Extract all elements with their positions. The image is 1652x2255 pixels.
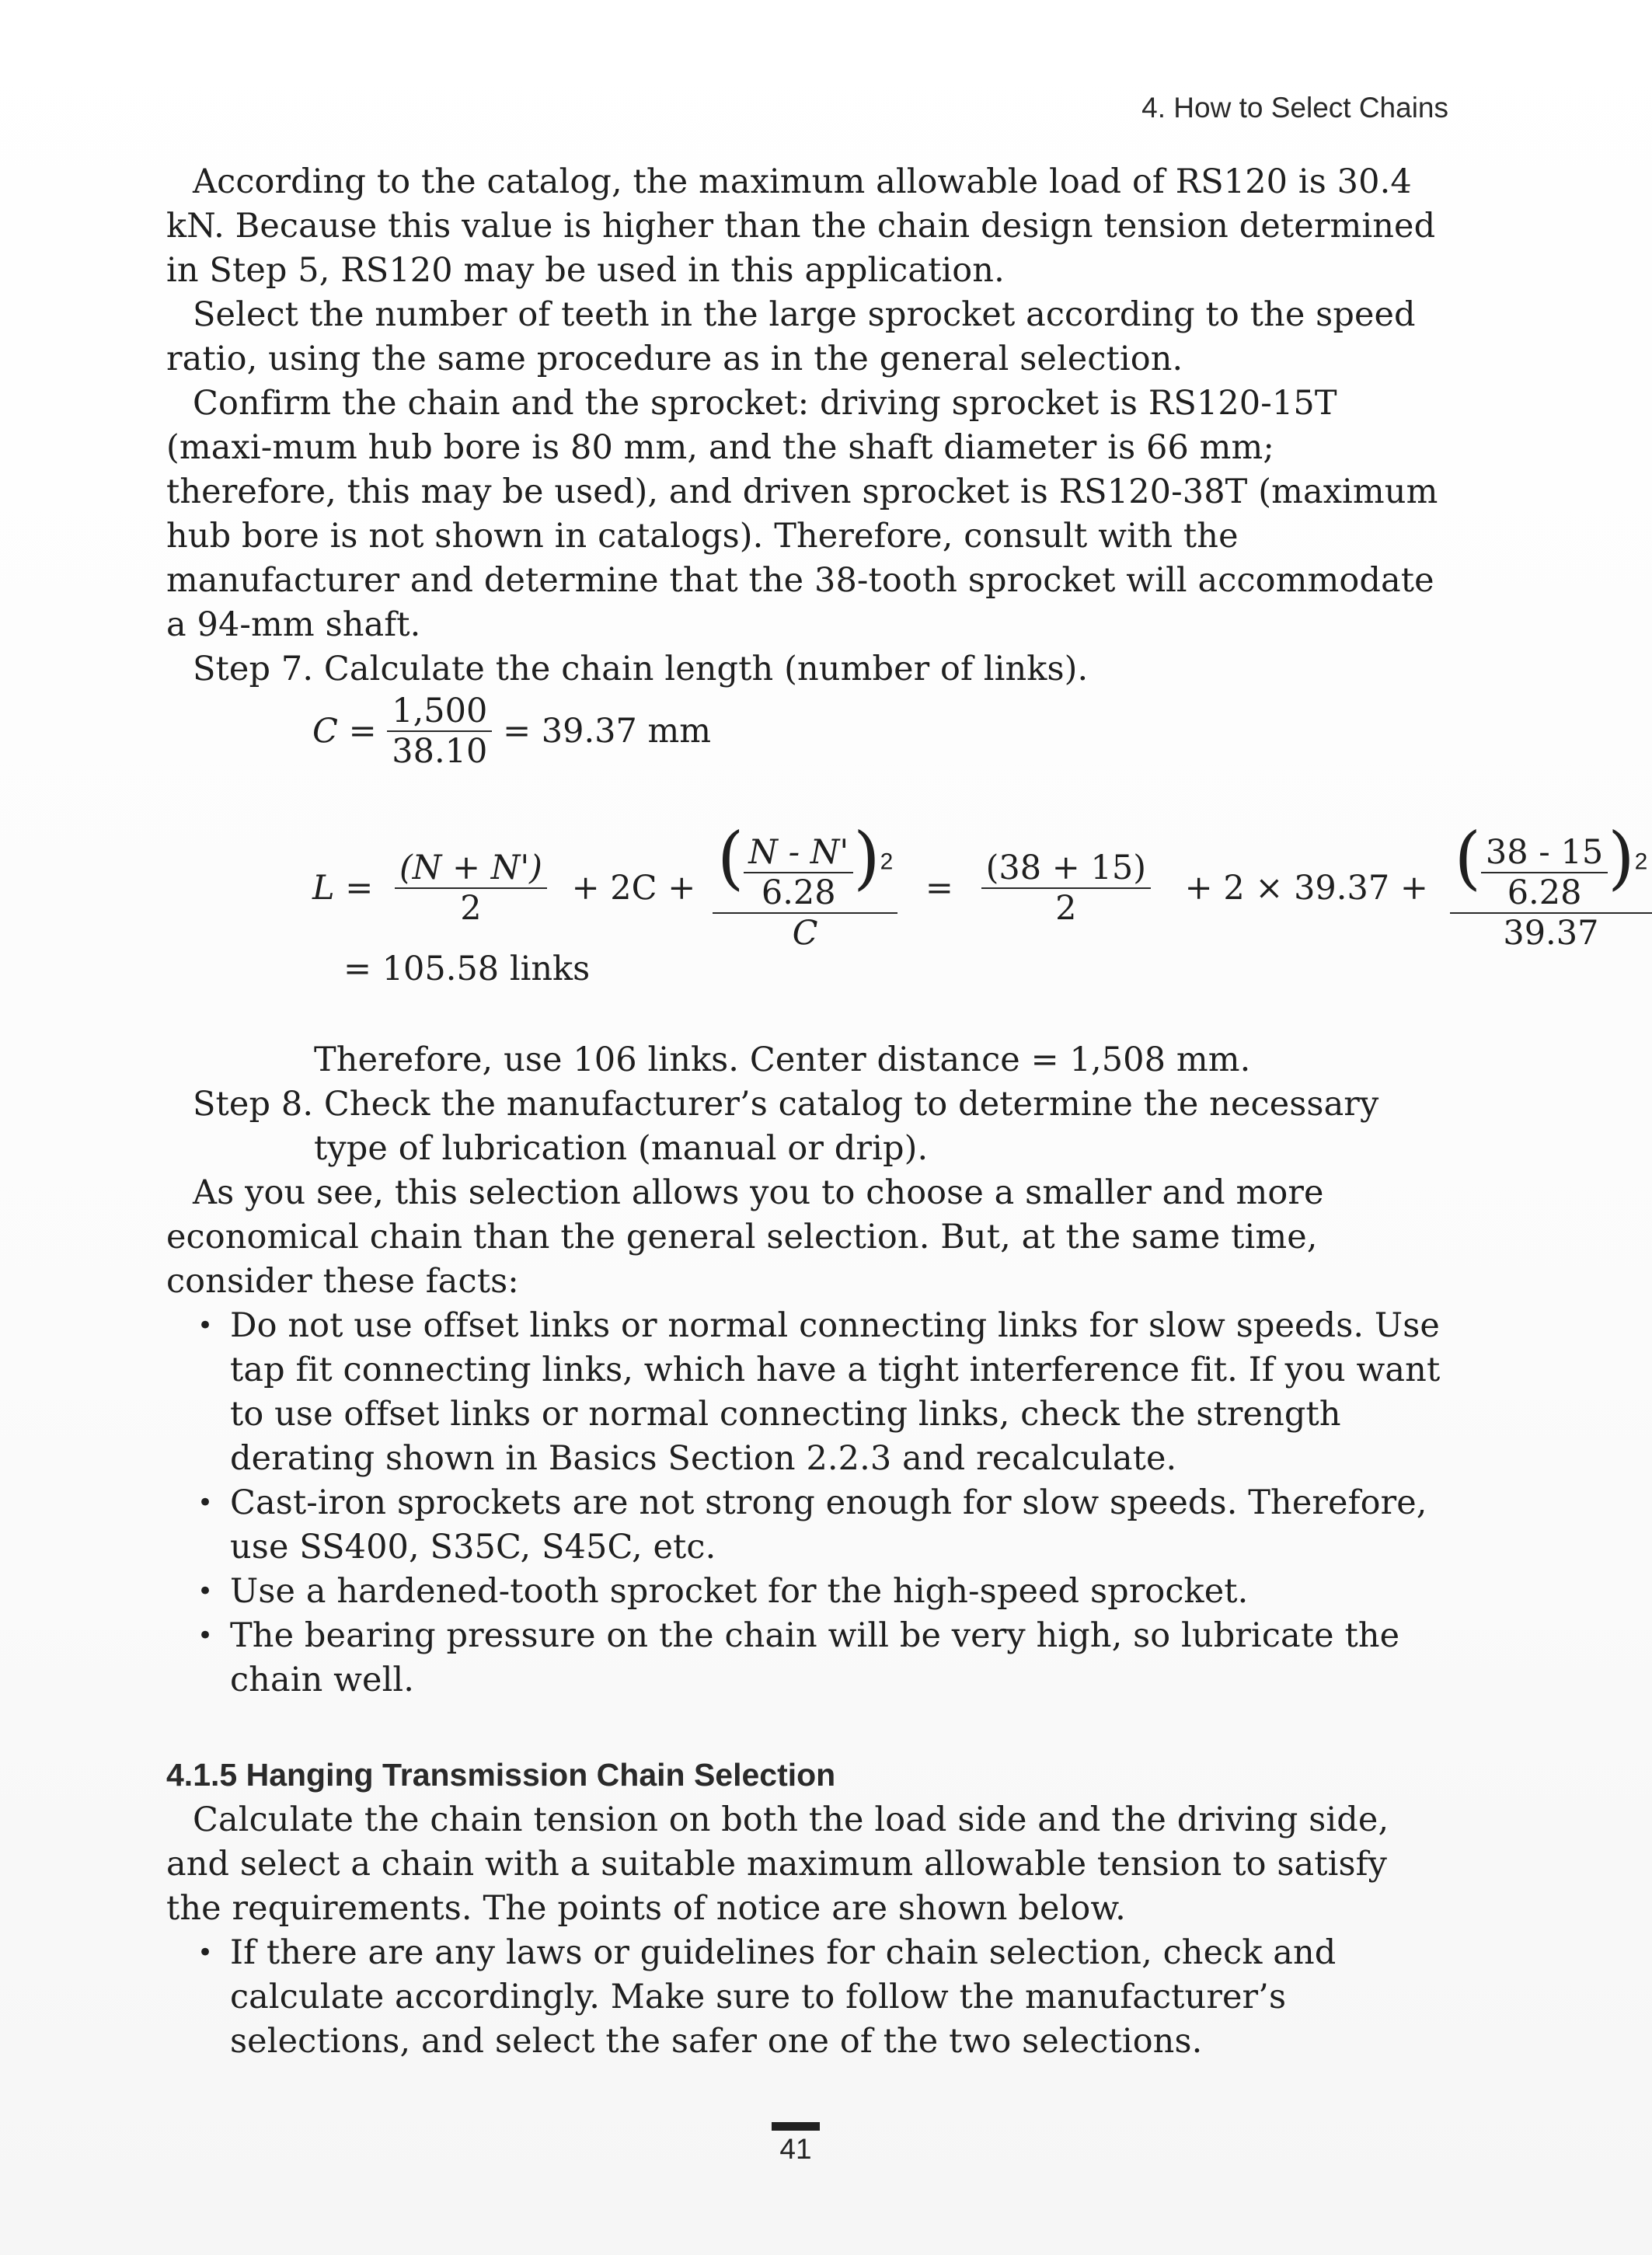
eq-l-term2-inner-den: 6.28 (761, 873, 836, 912)
right-paren-icon: ) (853, 817, 880, 897)
paragraph-teeth-selection: Select the number of teeth in the large sprocket according to the speed ratio, using the same procedure as in the general selection. (166, 295, 1416, 378)
paragraph-catalog-load: According to the catalog, the maximum allowable load of RS120 is 30.4 kN. Because this value is higher than the chain design tension determined in Step 5, RS120 may be used in this application. (166, 162, 1436, 290)
intro-block (166, 160, 1441, 692)
list-item (166, 1614, 1441, 1703)
eq-l-term4-inner-num: 38 - 15 (1481, 833, 1608, 873)
eq-l-term2-exp: 2 (880, 849, 894, 875)
eq-l-term4-den: 39.37 (1503, 914, 1599, 953)
list-item (166, 1931, 1441, 2064)
list-item (166, 1304, 1441, 1481)
eq-l-term4 (1450, 817, 1652, 953)
list-item-text: The bearing pressure on the chain will be very high, so lubricate the chain well. (230, 1616, 1400, 1699)
eq-l-lhs: L = (312, 869, 374, 908)
step-7: Step 7. Calculate the chain length (number of links). (193, 650, 1089, 688)
eq-c-fraction (387, 692, 492, 771)
page-number-bar (772, 2122, 820, 2131)
therefore-line: Therefore, use 106 links. Center distance = 1,508 mm. (314, 1040, 1251, 1079)
paragraph-smaller-chain: As you see, this selection allows you to choose a smaller and more economical chain than the general selection. But, at the same time, consider these facts: (166, 1173, 1324, 1301)
after-block (166, 1038, 1441, 1703)
eq-l-plus-2c: + 2C + (571, 869, 696, 908)
paragraph-confirm-sprocket: Confirm the chain and the sprocket: driving sprocket is RS120-15T (maxi-mum hub bore is 80 mm, and the shaft diameter is 66 mm; therefore, this may be used), and driven sprocket is RS120-38T (maximum hub bore is not shown in catalogs). Therefore, consult with the manufacturer and determine that the 38-tooth sprocket will accommodate a 94-mm shaft. (166, 384, 1438, 644)
eq-l-term4-num (1450, 817, 1652, 914)
bullet-icon: • (197, 1620, 214, 1651)
bullet-icon: • (197, 1310, 214, 1341)
eq-l-mid: + 2 × 39.37 + (1184, 869, 1428, 908)
eq-l-equals: = (925, 869, 953, 908)
right-paren-icon: ) (1608, 817, 1635, 897)
eq-l-term2-inner (744, 833, 853, 912)
eq-l-term1 (395, 849, 547, 928)
eq-l-term1-den: 2 (460, 889, 482, 928)
eq-l-term2 (713, 817, 897, 953)
step-8: Step 8. Check the manufacturer’s catalog to determine the necessary type of lubrication (manual or drip). (193, 1085, 1379, 1168)
eq-c-numerator: 1,500 (387, 692, 492, 732)
eq-l-term4-inner (1481, 833, 1608, 912)
eq-l-term3 (981, 849, 1151, 928)
bullet-icon: • (197, 1576, 214, 1607)
eq-c-result: = 39.37 mm (503, 712, 712, 751)
list-item-text: Do not use offset links or normal connecting links for slow speeds. Use tap fit connecting links, which have a tight interference fit. If you want to use offset links or normal connecting links, check the strength derating shown in Basics Section 2.2.3 and recalculate. (230, 1306, 1441, 1478)
list-item (166, 1481, 1441, 1570)
list-item-text: Use a hardened-tooth sprocket for the high-speed sprocket. (230, 1572, 1249, 1611)
eq-l-term4-inner-den: 6.28 (1507, 873, 1582, 912)
eq-c-lhs: C = (312, 712, 377, 751)
equation-c (312, 692, 711, 771)
left-paren-icon: ( (716, 817, 744, 897)
eq-l-term4-exp: 2 (1634, 849, 1648, 875)
bullet-icon: • (197, 1937, 214, 1968)
section-block (166, 1798, 1441, 2064)
eq-l-term3-den: 2 (1055, 889, 1077, 928)
eq-l-term1-num: (N + N') (395, 849, 547, 889)
eq-c-denominator: 38.10 (392, 732, 488, 771)
section-heading: 4.1.5 Hanging Transmission Chain Selection (166, 1757, 836, 1793)
eq-l-term2-inner-num: N - N' (744, 833, 853, 873)
left-paren-icon: ( (1454, 817, 1481, 897)
paragraph-chain-tension: Calculate the chain tension on both the load side and the driving side, and select a chain with a suitable maximum allowable tension to satisfy the requirements. The points of notice are shown below. (166, 1800, 1389, 1928)
eq-l-term3-num: (38 + 15) (981, 849, 1151, 889)
page-number: 41 (779, 2133, 812, 2165)
list-item-text: If there are any laws or guidelines for chain selection, check and calculate accordingly. Make sure to follow the manufacturer’s selections, and select the safer one of the two selections. (230, 1933, 1337, 2061)
eq-l-result: = 105.58 links (343, 950, 591, 988)
list-item (166, 1570, 1441, 1614)
eq-l-term2-num (713, 817, 897, 914)
bullet-icon: • (197, 1487, 214, 1518)
eq-l-term2-den: C (792, 914, 818, 953)
equation-l (312, 817, 1652, 953)
list-item-text: Cast-iron sprockets are not strong enough for slow speeds. Therefore, use SS400, S35C, S45C, etc. (230, 1483, 1427, 1567)
running-head: 4. How to Select Chains (1141, 92, 1448, 124)
